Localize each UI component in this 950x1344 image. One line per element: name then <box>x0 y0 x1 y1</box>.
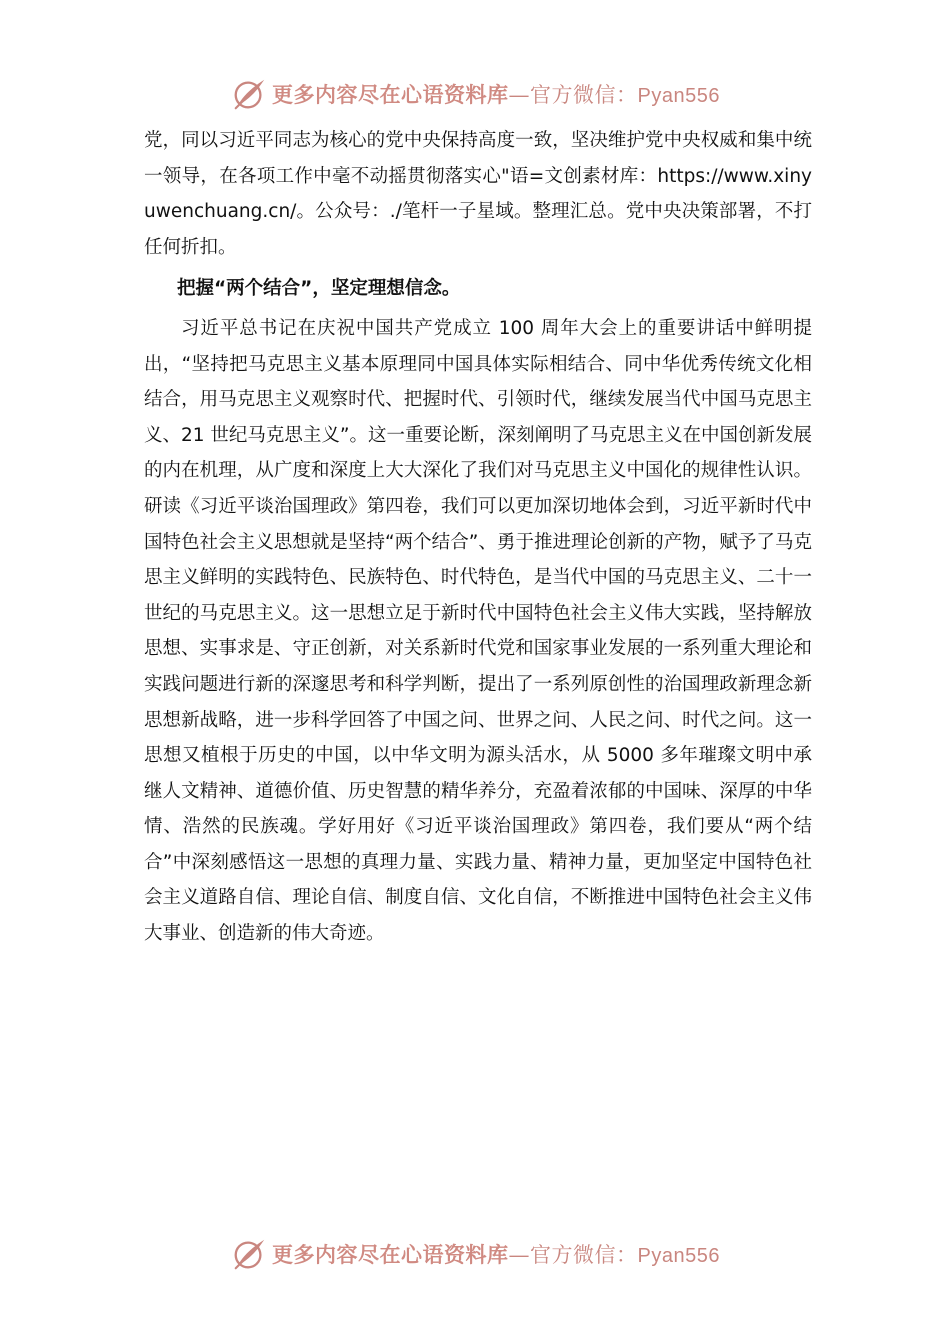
paragraph-1: 党，同以习近平同志为核心的党中央保持高度一致，坚决维护党中央权威和集中统一领导，在各项工作中毫不动摇贯彻落实心"语=文创素材库：https://www.xinyuwenchuang.cn/。公众号：./笔杆一子星域。整理汇总。党中央决策部署，不打任何折扣。 <box>144 130 812 258</box>
header-wechat-id: Pyan556 <box>637 85 720 107</box>
quill-logo-icon <box>230 75 268 113</box>
quill-logo-icon <box>230 1235 268 1273</box>
footer-banner <box>0 1230 950 1278</box>
header-wechat-label: 官方微信： <box>530 83 638 107</box>
footer-banner-text <box>272 1239 720 1269</box>
document-body <box>144 123 812 952</box>
footer-dash: — <box>508 1243 531 1267</box>
footer-wechat-label: 官方微信： <box>530 1243 638 1267</box>
header-banner-text <box>272 79 720 109</box>
footer-wechat-id: Pyan556 <box>637 1245 720 1267</box>
footer-site-name: 更多内容尽在心语资料库 <box>272 1242 509 1267</box>
header-site-name: 更多内容尽在心语资料库 <box>272 82 509 107</box>
header-dash: — <box>508 83 531 107</box>
header-banner <box>0 70 950 118</box>
section-heading: 把握“两个结合”，坚定理想信念。 <box>177 278 461 300</box>
paragraph-2: 习近平总书记在庆祝中国共产党成立 100 周年大会上的重要讲话中鲜明提出，“坚持把马克思主义基本原理同中国具体实际相结合、同中华优秀传统文化相结合，用马克思主义观察时代、把握时代、引领时代，继续发展当代中国马克思主义、21 世纪马克思主义”。这一重要论断，深刻阐明了马克思主义在中国创新发展的内在机理，从广度和深度上大大深化了我们对马克思主义中国化的规律性认识。研读《习近平谈治国理政》第四卷，我们可以更加深切地体会到，习近平新时代中国特色社会主义思想就是坚持“两个结合”、勇于推进理论创新的产物，赋予了马克思主义鲜明的实践特色、民族特色、时代特色，是当代中国的马克思主义、二十一世纪的马克思主义。这一思想立足于新时代中国特色社会主义伟大实践，坚持解放思想、实事求是、守正创新，对关系新时代党和国家事业发展的一系列重大理论和实践问题进行新的深邃思考和科学判断，提出了一系列原创性的治国理政新理念新思想新战略，进一步科学回答了中国之问、世界之问、人民之问、时代之问。这一思想又植根于历史的中国，以中华文明为源头活水，从 5000 多年璀璨文明中承继人文精神、道德价值、历史智慧的精华养分，充盈着浓郁的中国味、深厚的中华情、浩然的民族魂。学好用好《习近平谈治国理政》第四卷，我们要从“两个结合”中深刻感悟这一思想的真理力量、实践力量、精神力量，更加坚定中国特色社会主义道路自信、理论自信、制度自信、文化自信，不断推进中国特色社会主义伟大事业、创造新的伟大奇迹。 <box>144 317 813 945</box>
